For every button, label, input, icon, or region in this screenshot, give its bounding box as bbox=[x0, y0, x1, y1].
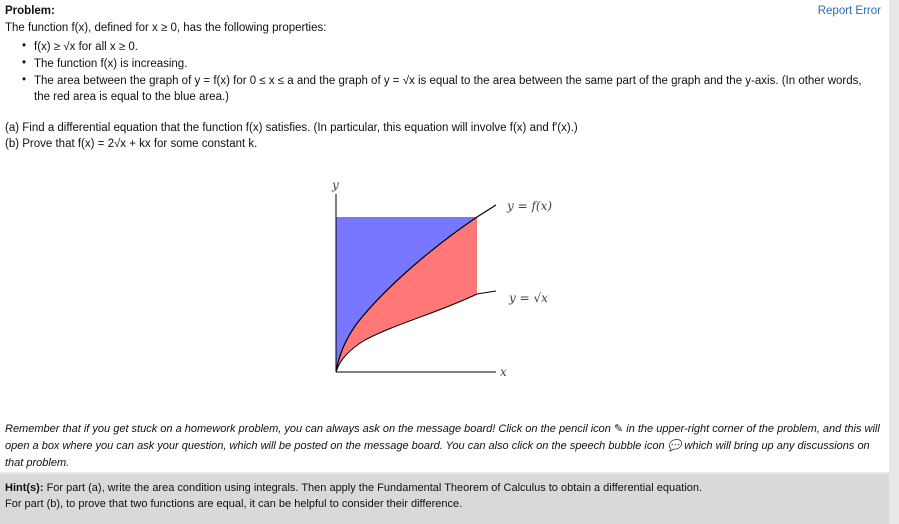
x-axis-label: x bbox=[500, 365, 507, 379]
message-board-note: Remember that if you get stuck on a homework problem, you can always ask on the message board! Click on the pencil icon ✎ in the upper-right corner of the problem, and this will open a box where you can ask your question, which will be posted on the message board. You can also click on the speech bubble icon 💬 which will bring up any discussions on that problem. bbox=[5, 423, 880, 469]
problem-intro: The function f(x), defined for x ≥ 0, has the following properties: bbox=[5, 22, 327, 34]
part-b: (b) Prove that f(x) = 2√x + kx for some constant k. bbox=[5, 138, 258, 150]
hint-line-1 bbox=[5, 482, 702, 494]
y-axis-label: y bbox=[332, 178, 339, 192]
problem-label: Problem: bbox=[5, 5, 55, 17]
hint-text-1: For part (a), write the area condition using integrals. Then apply the Fundamental Theorem of Calculus to obtain a differential equation. bbox=[46, 482, 703, 494]
hint-label: Hint(s): bbox=[5, 482, 44, 494]
area-figure bbox=[300, 172, 600, 382]
part-a: (a) Find a differential equation that the function f(x) satisfies. (In particular, this equation will involve f(x) and f′(x).) bbox=[5, 122, 578, 134]
curve-sqrt-label: y = √x bbox=[509, 291, 548, 305]
report-error-link[interactable]: Report Error bbox=[817, 5, 881, 17]
bullet-2: The function f(x) is increasing. bbox=[34, 58, 188, 70]
hint-box bbox=[0, 474, 889, 524]
bullet-3: The area between the graph of y = f(x) for 0 ≤ x ≤ a and the graph of y = √x is equal to the area between the same part of the graph and the y-axis. (In other words, the red area is equal to the blue area.) bbox=[34, 75, 862, 103]
hint-line-2: For part (b), to prove that two functions are equal, it can be helpful to consider their difference. bbox=[5, 498, 463, 510]
bullet-dot-3: • bbox=[22, 74, 27, 86]
bullet-dot-2: • bbox=[22, 57, 27, 69]
bullet-1: f(x) ≥ √x for all x ≥ 0. bbox=[34, 41, 138, 53]
bullet-dot-1: • bbox=[22, 40, 27, 52]
curve-f-label: y = f(x) bbox=[507, 199, 553, 213]
